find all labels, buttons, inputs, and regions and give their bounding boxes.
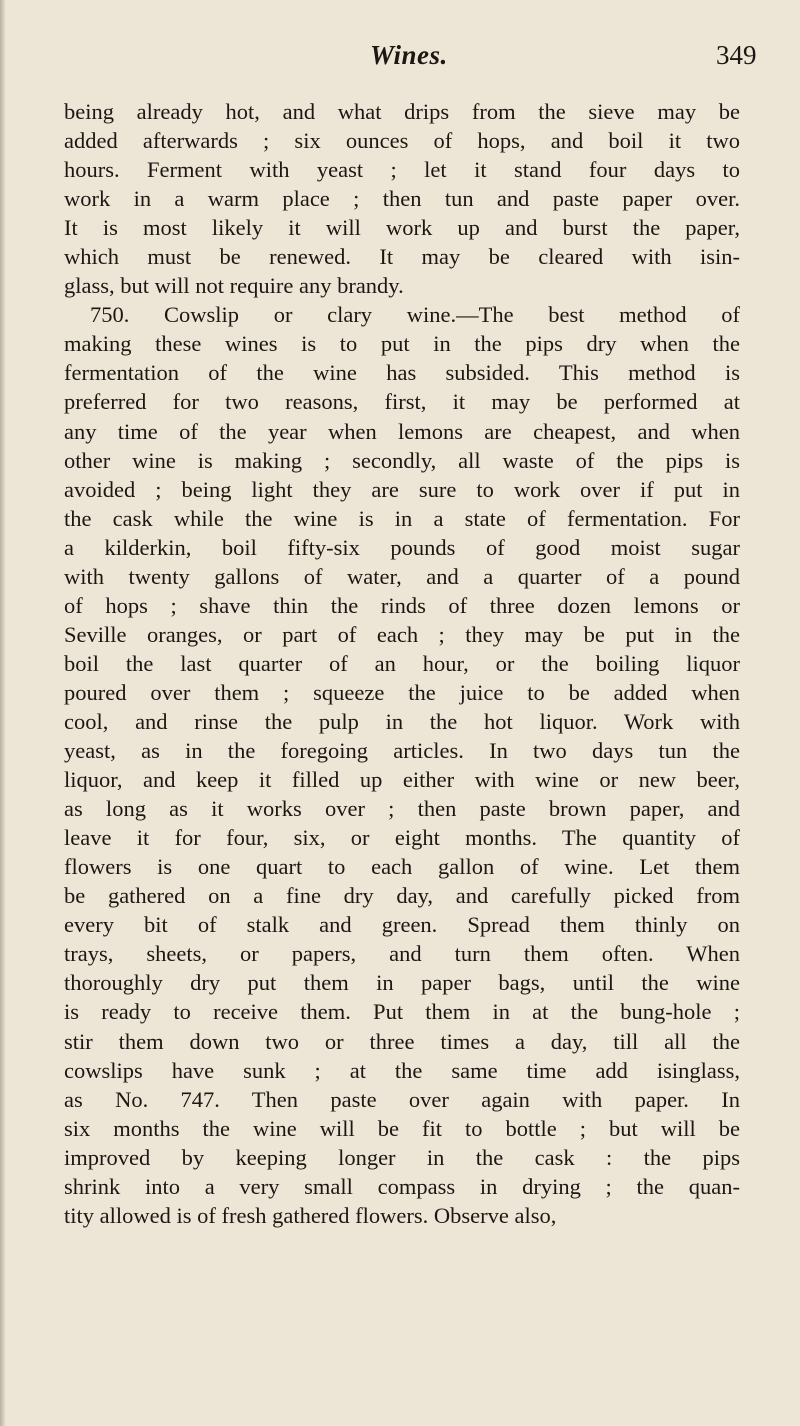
text-line: 750. Cowslip or clary wine.—The best method of bbox=[90, 302, 740, 328]
text-line: glass, but will not require any brandy. bbox=[64, 273, 404, 299]
text-line: shrink into a very small compass in drying ; the quan- bbox=[64, 1173, 740, 1199]
text-line: liquor, and keep it filled up either with wine or new beer, bbox=[64, 767, 740, 793]
text-line: six months the wine will be fit to bottle ; but will be bbox=[64, 1115, 740, 1141]
text-line: tity allowed is of fresh gathered flowers. Observe also, bbox=[64, 1202, 557, 1228]
text-line: improved by keeping longer in the cask : the pips bbox=[64, 1144, 740, 1170]
text-line: leave it for four, six, or eight months. The quantity of bbox=[64, 825, 740, 851]
text-line: It is most likely it will work up and burst the paper, bbox=[64, 215, 740, 241]
text-line: being already hot, and what drips from the sieve may be bbox=[64, 99, 740, 124]
text-line: avoided ; being light they are sure to work over if put in bbox=[64, 476, 740, 502]
text-line: boil the last quarter of an hour, or the boiling liquor bbox=[64, 650, 740, 676]
text-line: added afterwards ; six ounces of hops, and boil it two bbox=[64, 128, 740, 154]
text-line: cowslips have sunk ; at the same time add isinglass, bbox=[64, 1057, 740, 1083]
page-number: 349 bbox=[716, 40, 757, 70]
text-line: which must be renewed. It may be cleared with isin- bbox=[64, 244, 740, 270]
text-line: any time of the year when lemons are cheapest, and when bbox=[64, 418, 740, 444]
text-line: trays, sheets, or papers, and turn them often. When bbox=[64, 941, 740, 967]
text-line: as long as it works over ; then paste brown paper, and bbox=[64, 796, 740, 822]
text-line: poured over them ; squeeze the juice to be added when bbox=[64, 679, 740, 705]
text-line: is ready to receive them. Put them in at the bung-hole ; bbox=[64, 999, 740, 1025]
text-line: yeast, as in the foregoing articles. In two days tun the bbox=[64, 738, 740, 764]
text-line: with twenty gallons of water, and a quarter of a pound bbox=[64, 563, 740, 589]
text-line: of hops ; shave thin the rinds of three dozen lemons or bbox=[64, 592, 740, 618]
body-text bbox=[64, 97, 740, 1230]
running-title: Wines. bbox=[370, 40, 448, 70]
text-line: work in a warm place ; then tun and paste paper over. bbox=[64, 186, 740, 212]
text-line: be gathered on a fine dry day, and carefully picked from bbox=[64, 883, 740, 909]
text-line: stir them down two or three times a day, till all the bbox=[64, 1028, 740, 1054]
running-head bbox=[0, 40, 800, 80]
text-line: preferred for two reasons, first, it may be performed at bbox=[64, 389, 740, 415]
text-line: fermentation of the wine has subsided. This method is bbox=[64, 360, 740, 386]
text-line: every bit of stalk and green. Spread them thinly on bbox=[64, 912, 740, 938]
text-line: flowers is one quart to each gallon of wine. Let them bbox=[64, 854, 740, 880]
text-line: as No. 747. Then paste over again with paper. In bbox=[64, 1086, 740, 1112]
text-line: a kilderkin, boil fifty-six pounds of good moist sugar bbox=[64, 534, 740, 560]
text-line: making these wines is to put in the pips dry when the bbox=[64, 331, 740, 357]
text-line: thoroughly dry put them in paper bags, until the wine bbox=[64, 970, 740, 996]
text-line: hours. Ferment with yeast ; let it stand four days to bbox=[64, 157, 740, 183]
text-line: Seville oranges, or part of each ; they may be put in the bbox=[64, 621, 740, 647]
text-line: the cask while the wine is in a state of fermentation. For bbox=[64, 505, 740, 531]
text-line: other wine is making ; secondly, all waste of the pips is bbox=[64, 447, 740, 473]
page-edge-shadow bbox=[0, 0, 6, 1426]
text-line: cool, and rinse the pulp in the hot liquor. Work with bbox=[64, 708, 740, 734]
